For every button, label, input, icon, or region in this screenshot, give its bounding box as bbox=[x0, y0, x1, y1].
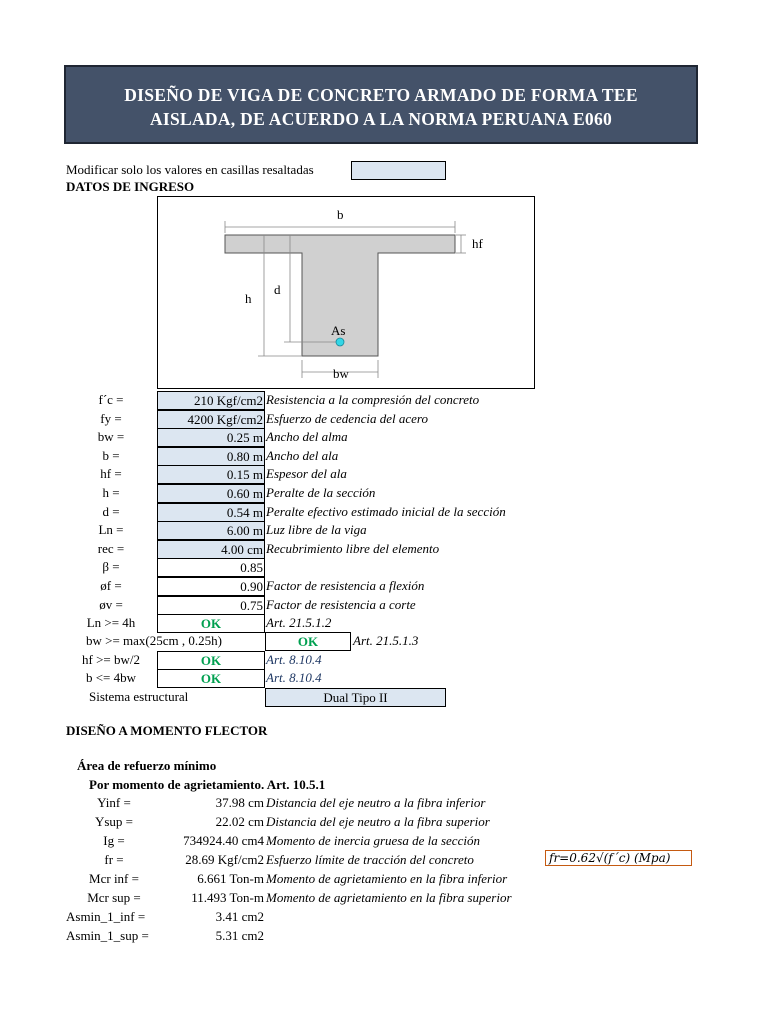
result-description: Distancia del eje neutro a la fibra superior bbox=[266, 814, 490, 829]
page-title bbox=[64, 65, 698, 144]
check-hf-ref: Art. 8.10.4 bbox=[266, 652, 322, 667]
input-description: Factor de resistencia a corte bbox=[266, 597, 416, 612]
input-description: Espesor del ala bbox=[266, 466, 347, 481]
input-label: f´c = bbox=[98, 392, 124, 407]
tbeam-svg bbox=[158, 197, 534, 388]
input-description: Factor de resistencia a flexión bbox=[266, 578, 425, 593]
title-line-2: AISLADA, DE ACUERDO A LA NORMA PERUANA E060 bbox=[149, 109, 613, 129]
result-label: Asmin_1_sup = bbox=[66, 928, 149, 943]
check-bw-ref: Art. 21.5.1.3 bbox=[353, 633, 419, 648]
input-value-cell[interactable]: 210 Kgf/cm2 bbox=[157, 391, 265, 410]
input-value-cell[interactable]: 4200 Kgf/cm2 bbox=[157, 410, 265, 429]
input-value-cell: 0.90 bbox=[157, 577, 265, 596]
input-label: d = bbox=[102, 504, 120, 519]
input-description: Recubrimiento libre del elemento bbox=[266, 541, 440, 556]
result-value: 28.69 Kgf/cm2 bbox=[185, 852, 264, 867]
input-label: øf = bbox=[100, 578, 122, 593]
check-bw-status: OK bbox=[265, 632, 351, 651]
input-label: β = bbox=[102, 559, 120, 574]
check-hf-status: OK bbox=[157, 651, 265, 670]
input-description: Resistencia a la compresión del concreto bbox=[266, 392, 480, 407]
result-description: Esfuerzo límite de tracción del concreto bbox=[266, 852, 474, 867]
input-description: Luz libre de la viga bbox=[266, 522, 367, 537]
input-label: Ln = bbox=[98, 522, 124, 537]
result-description: Distancia del eje neutro a la fibra inferior bbox=[266, 795, 486, 810]
por-momento-heading: Por momento de agrietamiento. Art. 10.5.1 bbox=[89, 777, 326, 792]
input-label: bw = bbox=[97, 429, 125, 444]
input-value-cell: 0.85 bbox=[157, 558, 265, 577]
sistema-label: Sistema estructural bbox=[89, 689, 189, 704]
input-label: fy = bbox=[100, 411, 122, 426]
instruction-text: Modificar solo los valores en casillas resaltadas bbox=[66, 162, 314, 177]
input-value-cell[interactable]: 0.25 m bbox=[157, 428, 265, 447]
input-label: øv = bbox=[99, 597, 123, 612]
dim-hf-label: hf bbox=[472, 236, 483, 251]
title-line-1: DISEÑO DE VIGA DE CONCRETO ARMADO DE FORMA TEE bbox=[124, 85, 638, 105]
input-description: Ancho del ala bbox=[266, 448, 339, 463]
result-label: fr = bbox=[104, 852, 124, 867]
input-label: h = bbox=[102, 485, 120, 500]
result-label: Ig = bbox=[103, 833, 125, 848]
result-label: Mcr inf = bbox=[89, 871, 139, 886]
check-b-status: OK bbox=[157, 669, 265, 688]
result-label: Asmin_1_inf = bbox=[66, 909, 146, 924]
input-value-cell[interactable]: 0.60 m bbox=[157, 484, 265, 503]
result-value: 22.02 cm bbox=[215, 814, 264, 829]
result-value: 6.661 Ton-m bbox=[197, 871, 264, 886]
fr-formula: fr=0.62√(f´c) (Mpa) bbox=[545, 850, 692, 866]
input-description: Ancho del alma bbox=[266, 429, 348, 444]
result-label: Mcr sup = bbox=[87, 890, 141, 905]
check-hf-label: hf >= bw/2 bbox=[82, 652, 140, 667]
area-min-heading: Área de refuerzo mínimo bbox=[77, 758, 217, 773]
input-label: rec = bbox=[97, 541, 125, 556]
result-label: Ysup = bbox=[94, 814, 134, 829]
result-description: Momento de agrietamiento en la fibra inferior bbox=[266, 871, 508, 886]
check-b-label: b <= 4bw bbox=[85, 670, 137, 685]
input-value-cell[interactable]: 0.15 m bbox=[157, 465, 265, 484]
input-value-cell[interactable]: 0.54 m bbox=[157, 503, 265, 522]
sistema-select[interactable]: Dual Tipo II bbox=[265, 688, 446, 707]
input-value-cell[interactable]: 0.80 m bbox=[157, 447, 265, 466]
input-value-cell[interactable]: 6.00 m bbox=[157, 521, 265, 540]
result-value: 3.41 cm2 bbox=[215, 909, 264, 924]
input-value-cell[interactable]: 4.00 cm bbox=[157, 540, 265, 559]
check-b-ref: Art. 8.10.4 bbox=[266, 670, 322, 685]
dim-h-label: h bbox=[245, 291, 252, 306]
dim-b-label: b bbox=[337, 207, 344, 222]
input-description: Peralte efectivo estimado inicial de la sección bbox=[266, 504, 506, 519]
result-label: Yinf = bbox=[97, 795, 131, 810]
check-ln-ref: Art. 21.5.1.2 bbox=[266, 615, 332, 630]
check-ln-status: OK bbox=[157, 614, 265, 633]
dim-d-label: d bbox=[274, 282, 281, 297]
check-bw-label: bw >= max(25cm , 0.25h) bbox=[86, 633, 222, 648]
tbeam-diagram bbox=[157, 196, 535, 389]
input-label: b = bbox=[102, 448, 120, 463]
highlight-legend-cell bbox=[351, 161, 446, 180]
input-label: hf = bbox=[100, 466, 122, 481]
result-description: Momento de inercia gruesa de la sección bbox=[266, 833, 480, 848]
result-description: Momento de agrietamiento en la fibra superior bbox=[266, 890, 512, 905]
section-moment-heading: DISEÑO A MOMENTO FLECTOR bbox=[66, 723, 268, 738]
input-description: Esfuerzo de cedencia del acero bbox=[266, 411, 428, 426]
check-ln-label: Ln >= 4h bbox=[86, 615, 136, 630]
result-value: 11.493 Ton-m bbox=[191, 890, 264, 905]
dim-as-label: As bbox=[331, 323, 346, 338]
result-value: 5.31 cm2 bbox=[215, 928, 264, 943]
result-value: 37.98 cm bbox=[215, 795, 264, 810]
result-value: 734924.40 cm4 bbox=[183, 833, 264, 848]
dim-bw-label: bw bbox=[333, 366, 349, 381]
input-description: Peralte de la sección bbox=[266, 485, 376, 500]
input-value-cell: 0.75 bbox=[157, 596, 265, 615]
section-input-heading: DATOS DE INGRESO bbox=[66, 179, 195, 194]
